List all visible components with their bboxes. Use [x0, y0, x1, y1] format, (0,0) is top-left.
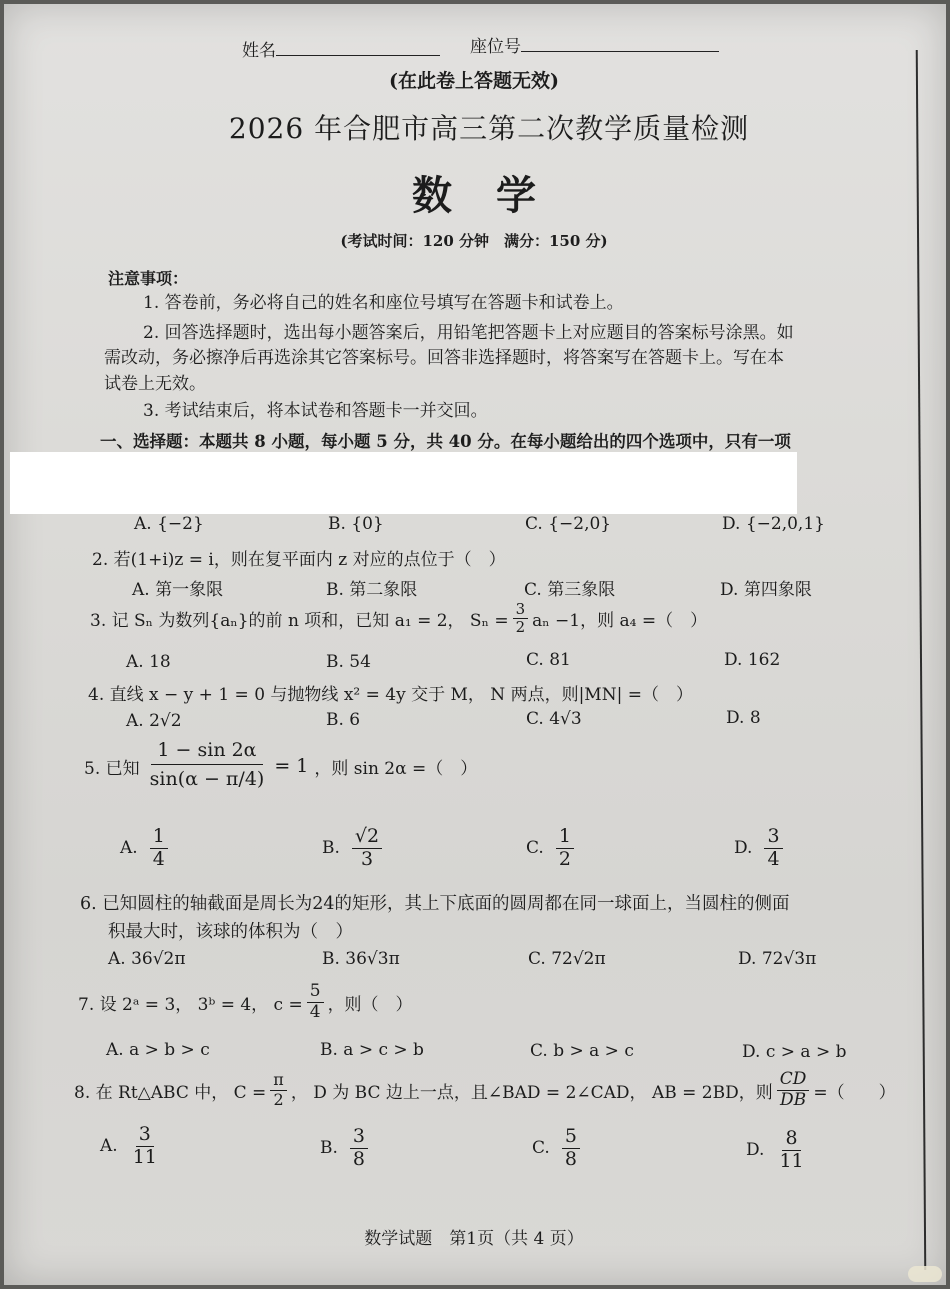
- q5-a-num: 1: [150, 826, 168, 849]
- subject-title: 数 学: [412, 172, 536, 219]
- q8-c-opt-num: 5: [562, 1126, 580, 1149]
- q8-stem: [74, 1070, 896, 1110]
- q3-frac-den: 2: [515, 618, 526, 637]
- q2-option-b: B. 第二象限: [326, 580, 418, 600]
- q4-option-c: C. 4√3: [526, 709, 582, 729]
- q8-d-num: 8: [782, 1128, 800, 1151]
- q5-b-den: 3: [360, 847, 374, 870]
- q5-option-c: [526, 826, 578, 871]
- q7-option-a: A. a > b > c: [106, 1040, 210, 1060]
- q3-stem: [90, 601, 707, 637]
- q5-option-a-label: A.: [120, 838, 138, 859]
- q3-option-d: D. 162: [724, 650, 781, 670]
- name-label: 姓名: [242, 41, 276, 61]
- q5-option-d-frac: [764, 826, 782, 871]
- q5-option-b-frac: [352, 826, 382, 871]
- q8-option-d: [746, 1128, 811, 1173]
- q8-option-b-frac: [350, 1126, 368, 1171]
- q2-option-d: D. 第四象限: [720, 580, 812, 600]
- instruction-item-3: 3. 考试结束后，将本试卷和答题卡一并交回。: [143, 401, 488, 421]
- q8-ratio-fraction: [777, 1070, 810, 1110]
- q5-equals: = 1: [274, 755, 309, 778]
- q8-stem-part2: ， D 为 BC 边上一点，且∠BAD = 2∠CAD， AB = 2BD，则: [290, 1082, 773, 1103]
- q2-stem: 2. 若(1+i)z = i，则在复平面内 z 对应的点位于（ ）: [92, 550, 506, 570]
- page-footer: 数学试题 第1页（共 4 页）: [364, 1229, 584, 1249]
- q8-c-opt-den: 8: [564, 1147, 577, 1170]
- section1-heading: 一、选择题：本题共 8 小题，每小题 5 分，共 40 分。在每小题给出的四个选项中，只有一项: [100, 432, 791, 451]
- q5-suffix: ，则 sin 2α =（ ）: [314, 758, 478, 779]
- q7-option-c: C. b > a > c: [530, 1041, 634, 1061]
- q8-option-b-label: B.: [320, 1138, 338, 1159]
- paper-fold-line: [916, 50, 927, 1270]
- q8-option-c: [532, 1126, 584, 1171]
- q8-d-den: 11: [779, 1149, 804, 1172]
- q7-stem-part1: 7. 设 2ᵃ = 3， 3ᵇ = 4， c =: [78, 994, 303, 1015]
- q6-option-d: D. 72√3π: [738, 949, 817, 969]
- q4-option-a: A. 2√2: [126, 711, 182, 731]
- q3-stem-part1: 3. 记 Sₙ 为数列{aₙ}的前 n 项和，已知 a₁ = 2， Sₙ =: [90, 611, 509, 632]
- q5-frac-den: sin(α − π/4): [149, 767, 265, 790]
- seat-field: [470, 32, 719, 57]
- name-underline: [276, 55, 440, 56]
- q6-option-c: C. 72√2π: [528, 949, 606, 969]
- q8-option-c-frac: [562, 1126, 580, 1171]
- q7-frac-den: 4: [309, 1001, 321, 1022]
- q8-c-num: π: [270, 1071, 287, 1090]
- q8-option-d-frac: [776, 1128, 806, 1173]
- q1-option-d: D. {−2,0,1}: [722, 514, 825, 534]
- redaction-block: [10, 452, 797, 514]
- q1-option-b: B. {0}: [328, 514, 384, 534]
- exam-paper: [4, 4, 946, 1285]
- q8-a-num: 3: [136, 1124, 154, 1147]
- q7-frac-num: 5: [307, 982, 324, 1003]
- q5-b-num: √2: [352, 826, 382, 849]
- q8-b-num: 3: [350, 1126, 368, 1149]
- q8-r-num: CD: [777, 1070, 810, 1091]
- name-field: [242, 36, 440, 61]
- instruction-item-2-cont: 需改动，务必擦净后再选涂其它答案标号。回答非选择题时，将答案写在答题卡上。写在本: [104, 348, 784, 368]
- instruction-item-1: 1. 答卷前，务必将自己的姓名和座位号填写在答题卡和试卷上。: [143, 293, 624, 313]
- q5-option-a: [120, 826, 172, 871]
- watermark-badge: [908, 1266, 942, 1282]
- q8-option-a-frac: [130, 1124, 160, 1169]
- q8-r-den: DB: [779, 1089, 807, 1110]
- q6-stem-line2: 积最大时，该球的体积为（ ）: [108, 922, 353, 942]
- q8-b-den: 8: [352, 1147, 365, 1170]
- q3-option-c: C. 81: [526, 650, 571, 670]
- q7-option-b: B. a > c > b: [320, 1040, 424, 1060]
- q7-stem-part2: ，则（ ）: [327, 994, 413, 1015]
- q3-option-a: A. 18: [126, 652, 171, 672]
- exam-time-info: (考试时间：120 分钟 满分：150 分): [340, 232, 608, 250]
- q1-option-c: C. {−2,0}: [525, 514, 612, 534]
- q5-option-b-label: B.: [322, 838, 340, 859]
- q8-option-a-label: A.: [100, 1136, 118, 1157]
- q5-option-b: [322, 826, 386, 871]
- q5-option-d-label: D.: [734, 838, 753, 859]
- notice-text: (在此卷上答题无效): [389, 70, 559, 92]
- q5-frac-num: 1 − sin 2α: [151, 738, 262, 765]
- q8-option-d-label: D.: [746, 1140, 765, 1161]
- q5-option-c-label: C.: [526, 838, 544, 859]
- q3-stem-part2: aₙ −1，则 a₄ =（ ）: [532, 611, 708, 632]
- q3-option-b: B. 54: [326, 652, 371, 672]
- q5-fraction: [144, 738, 271, 795]
- q5-option-d: [734, 826, 787, 871]
- q5-option-a-frac: [150, 826, 168, 871]
- q7-fraction: [307, 982, 324, 1022]
- q7-stem: [78, 982, 413, 1022]
- q2-option-a: A. 第一象限: [132, 580, 224, 600]
- seat-underline: [521, 51, 719, 52]
- q6-option-b: B. 36√3π: [322, 949, 400, 969]
- q8-stem-part3: =（ ）: [813, 1082, 896, 1103]
- instruction-item-2: 2. 回答选择题时，选出每小题答案后，用铅笔把答题卡上对应题目的答案标号涂黑。如: [143, 323, 794, 343]
- q4-option-d: D. 8: [726, 708, 761, 728]
- instructions-heading: 注意事项：: [108, 269, 189, 288]
- q1-option-a: A. {−2}: [134, 514, 204, 534]
- q4-option-b: B. 6: [326, 710, 361, 730]
- q5-a-den: 4: [152, 847, 165, 870]
- q5-stem: [84, 738, 477, 795]
- q5-d-num: 3: [764, 826, 782, 849]
- q6-stem-line1: 6. 已知圆柱的轴截面是周长为24的矩形，其上下底面的圆周都在同一球面上，当圆柱的侧面: [80, 894, 790, 914]
- q5-option-c-frac: [556, 826, 574, 871]
- q8-option-a: [100, 1124, 164, 1169]
- q8-option-c-label: C.: [532, 1138, 550, 1159]
- seat-label: 座位号: [470, 37, 521, 57]
- q2-option-c: C. 第三象限: [524, 580, 616, 600]
- q6-option-a: A. 36√2π: [108, 949, 186, 969]
- q3-frac-num: 3: [513, 601, 529, 619]
- q5-d-den: 4: [767, 847, 780, 870]
- instruction-item-2-end: 试卷上无效。: [104, 374, 206, 394]
- exam-title: 2026 年合肥市高三第二次教学质量检测: [228, 112, 750, 145]
- q5-c-den: 2: [558, 847, 571, 870]
- q5-prefix: 5. 已知: [84, 758, 140, 779]
- q7-option-d: D. c > a > b: [742, 1042, 847, 1062]
- q8-stem-part1: 8. 在 Rt△ABC 中， C =: [74, 1082, 267, 1103]
- q8-a-den: 11: [132, 1145, 157, 1168]
- q8-c-den: 2: [273, 1089, 284, 1109]
- q5-c-num: 1: [556, 826, 574, 849]
- q8-angle-fraction: [270, 1071, 287, 1109]
- q8-option-b: [320, 1126, 372, 1171]
- q4-stem: 4. 直线 x − y + 1 = 0 与抛物线 x² = 4y 交于 M， N 两点，则|MN| =（ ）: [88, 685, 693, 705]
- q3-fraction: [513, 601, 529, 637]
